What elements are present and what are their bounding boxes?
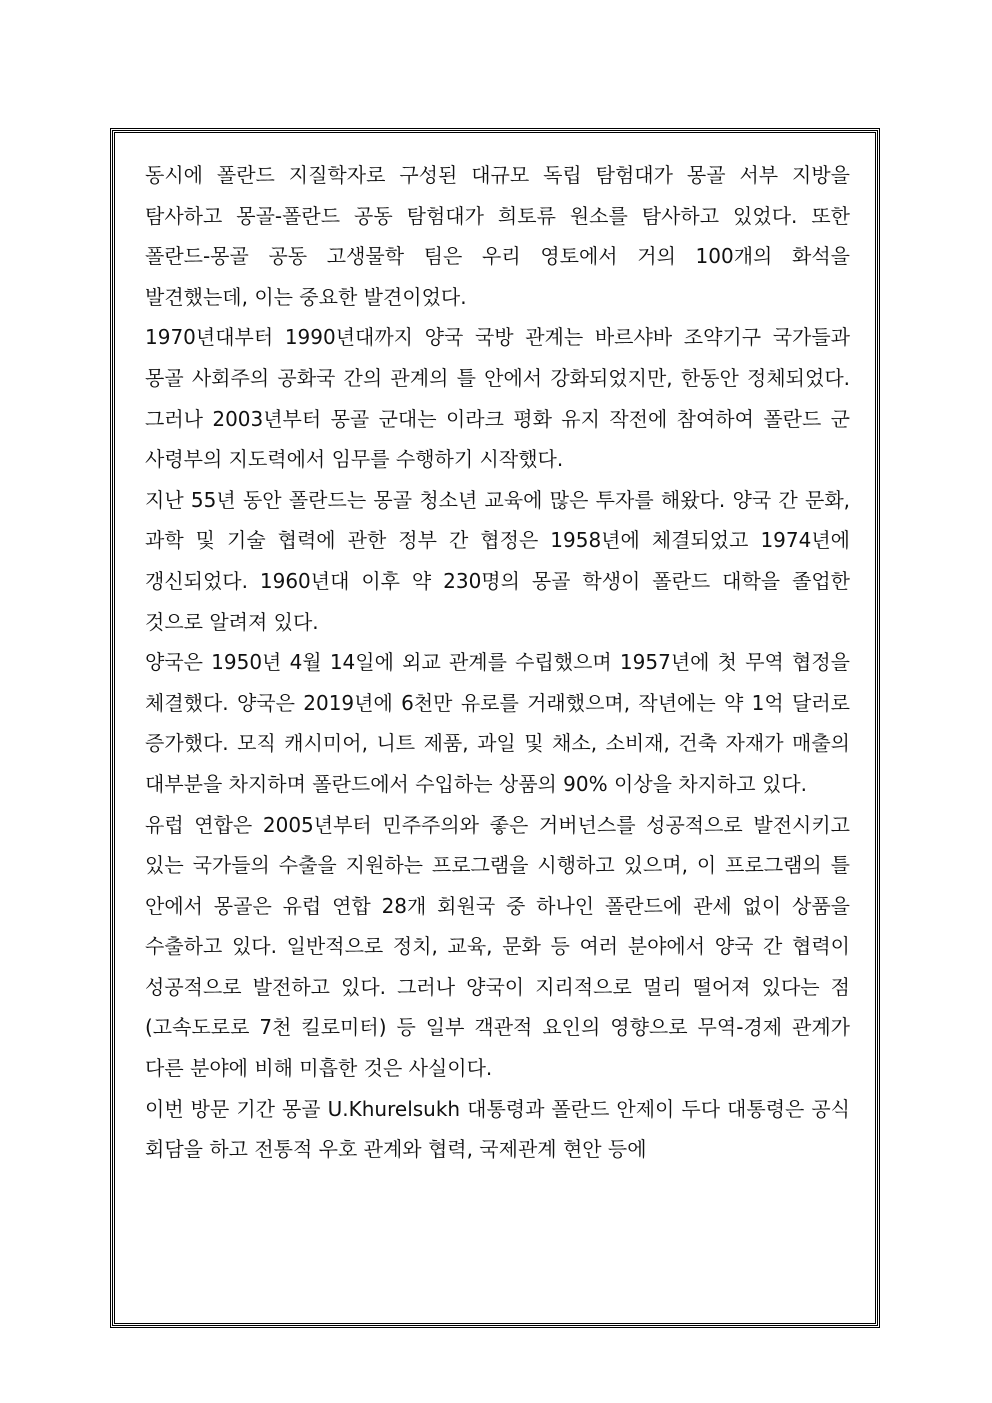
paragraph-presidential-visit: 이번 방문 기간 몽골 U.Khurelsukh 대통령과 폴란드 안제이 두다 대통령은 공식 회담을 하고 전통적 우호 관계와 협력, 국제관계 현안 등에 — [145, 1096, 850, 1162]
paragraph-education-cooperation: 지난 55년 동안 폴란드는 몽골 청소년 교육에 많은 투자를 해왔다. 양국 간 문화, 과학 및 기술 협력에 관한 정부 간 협정은 1958년에 체결되었고 1974년에 갱신되었다. 1960년대 이후 약 230명의 몽골 학생이 폴란드 대학을 졸업한 것으로 알려져 있다. — [145, 487, 850, 634]
paragraph-eu-program: 유럽 연합은 2005년부터 민주주의와 좋은 거버넌스를 성공적으로 발전시키고 있는 국가들의 수출을 지원하는 프로그램을 시행하고 있으며, 이 프로그램의 틀 안에서 몽골은 유럽 연합 28개 회원국 중 하나인 폴란드에 관세 없이 상품을 수출하고 있다. 일반적으로 정치, 교육, 문화 등 여러 분야에서 양국 간 협력이 성공적으로 발전하고 있다. 그러나 양국이 지리적으로 멀리 떨어져 있다는 점(고속도로로 7천 킬로미터) 등 일부 객관적 요인의 영향으로 무역-경제 관계가 다른 분야에 비해 미흡한 것은 사실이다. — [145, 812, 850, 1081]
paragraph-defense-relations: 1970년대부터 1990년대까지 양국 국방 관계는 바르샤바 조약기구 국가들과 몽골 사회주의 공화국 간의 관계의 틀 안에서 강화되었지만, 한동안 정체되었다. 그러나 2003년부터 몽골 군대는 이라크 평화 유지 작전에 참여하여 폴란드 군 사령부의 지도력에서 임무를 수행하기 시작했다. — [145, 325, 850, 472]
paragraph-trade-relations: 양국은 1950년 4월 14일에 외교 관계를 수립했으며 1957년에 첫 무역 협정을 체결했다. 양국은 2019년에 6천만 유로를 거래했으며, 작년에는 약 1억 달러로 증가했다. 모직 캐시미어, 니트 제품, 과일 및 채소, 소비재, 건축 자재가 매출의 대부분을 차지하며 폴란드에서 수입하는 상품의 90% 이상을 차지하고 있다. — [145, 650, 850, 796]
paragraph-science-cooperation: 동시에 폴란드 지질학자로 구성된 대규모 독립 탐험대가 몽골 서부 지방을 탐사하고 몽골-폴란드 공동 탐험대가 희토류 원소를 탐사하고 있었다. 또한 폴란드-몽골 공동 고생물학 팀은 우리 영토에서 거의 100개의 화석을 발견했는데, 이는 중요한 발견이었다. — [145, 163, 850, 309]
document-body — [145, 155, 850, 1170]
